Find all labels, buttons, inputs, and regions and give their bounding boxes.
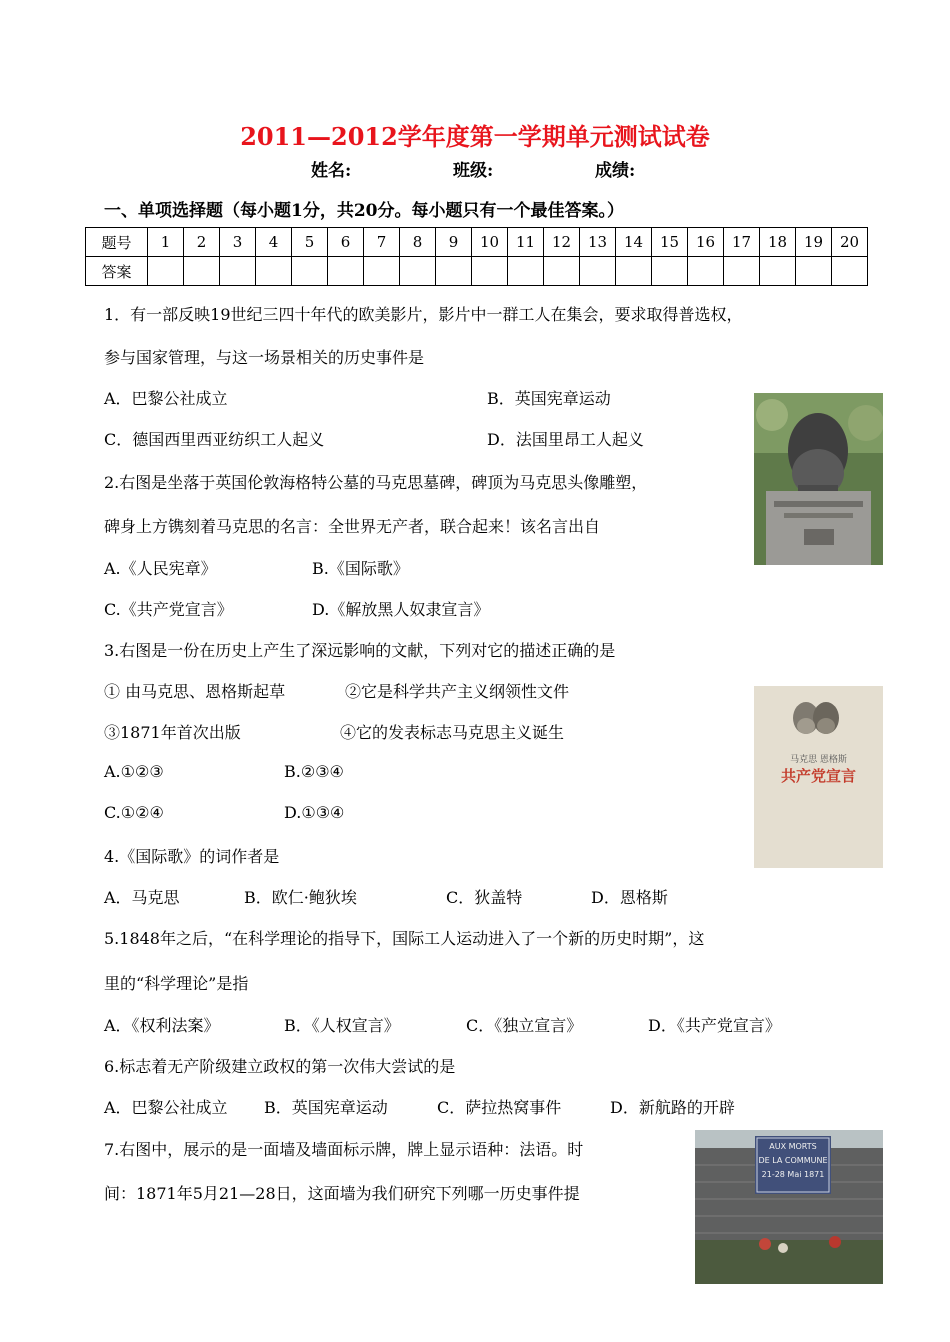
question-number-cell: 17 <box>724 228 760 257</box>
wall-plaque-line1: AUX MORTS <box>769 1142 817 1151</box>
answer-cell[interactable] <box>724 257 760 286</box>
wall-plaque-line2: DE LA COMMUNE <box>758 1156 828 1165</box>
q5-option-a: A．《权利法案》 <box>104 1016 220 1035</box>
question-number-cell: 14 <box>616 228 652 257</box>
answer-cell[interactable] <box>220 257 256 286</box>
question-number-cell: 11 <box>508 228 544 257</box>
question-number-cell: 1 <box>148 228 184 257</box>
q3-statement-2: ②它是科学共产主义纲领性文件 <box>345 682 570 701</box>
question-number-cell: 7 <box>364 228 400 257</box>
question-number-cell: 6 <box>328 228 364 257</box>
question-number-cell: 15 <box>652 228 688 257</box>
q5-option-c: C．《独立宣言》 <box>466 1016 583 1035</box>
q3-stem-line1: 3.右图是一份在历史上产生了深远影响的文献，下列对它的描述正确的是 <box>104 641 616 660</box>
answer-cell[interactable] <box>796 257 832 286</box>
manifesto-cover-photo <box>754 686 883 868</box>
page-title: 2011—2012学年度第一学期单元测试试卷 <box>240 122 710 151</box>
answer-cell[interactable] <box>508 257 544 286</box>
answer-cell[interactable] <box>364 257 400 286</box>
q2-stem-line2: 碑身上方镌刻着马克思的名言：全世界无产者，联合起来！该名言出自 <box>104 517 601 536</box>
question-number-cell: 9 <box>436 228 472 257</box>
q4-option-a: A．马克思 <box>104 888 180 907</box>
q3-option-d: D.①③④ <box>284 803 345 822</box>
q3-option-a: A.①②③ <box>104 762 164 781</box>
name-label: 姓名: <box>311 161 352 181</box>
q6-option-c: C．萨拉热窝事件 <box>437 1098 562 1117</box>
question-number-cell: 18 <box>760 228 796 257</box>
table-row-label: 答案 <box>86 257 148 286</box>
question-number-cell: 8 <box>400 228 436 257</box>
question-number-cell: 4 <box>256 228 292 257</box>
answer-cell[interactable] <box>580 257 616 286</box>
table-row <box>86 257 868 286</box>
q4-stem-line1: 4.《国际歌》的词作者是 <box>104 847 280 866</box>
question-number-cell: 19 <box>796 228 832 257</box>
score-label: 成绩: <box>595 161 636 181</box>
q4-option-b: B．欧仁·鲍狄埃 <box>244 888 357 907</box>
answer-cell[interactable] <box>436 257 472 286</box>
q2-option-d: D.《解放黑人奴隶宣言》 <box>312 600 490 619</box>
answer-cell[interactable] <box>832 257 868 286</box>
table-row-label: 题号 <box>86 228 148 257</box>
q1-stem-line2: 参与国家管理，与这一场景相关的历史事件是 <box>104 348 425 367</box>
q5-option-b: B．《人权宣言》 <box>284 1016 400 1035</box>
q1-stem-line1: 1．有一部反映19世纪三四十年代的欧美影片，影片中一群工人在集会，要求取得普选权， <box>104 305 743 324</box>
answer-cell[interactable] <box>328 257 364 286</box>
q5-option-d: D．《共产党宣言》 <box>648 1016 781 1035</box>
q4-option-c: C．狄盖特 <box>446 888 523 907</box>
q7-stem-line2: 间：1871年5月21—28日，这面墙为我们研究下列哪一历史事件提 <box>104 1184 580 1203</box>
q3-option-c: C.①②④ <box>104 803 164 822</box>
table-row <box>86 228 868 257</box>
question-number-cell: 10 <box>472 228 508 257</box>
answer-table <box>85 227 868 286</box>
question-number-cell: 20 <box>832 228 868 257</box>
question-number-cell: 13 <box>580 228 616 257</box>
communards-wall-image <box>695 1130 883 1284</box>
q7-stem-line1: 7.右图中，展示的是一面墙及墙面标示牌，牌上显示语种：法语。时 <box>104 1140 584 1159</box>
section-heading: 一、单项选择题（每小题1分，共20分。每小题只有一个最佳答案。） <box>104 201 624 221</box>
question-number-cell: 12 <box>544 228 580 257</box>
manifesto-title: 共产党宣言 <box>780 767 856 785</box>
q2-option-b: B.《国际歌》 <box>312 559 409 578</box>
answer-cell[interactable] <box>256 257 292 286</box>
answer-cell[interactable] <box>760 257 796 286</box>
q3-statement-4: ④它的发表标志马克思主义诞生 <box>340 723 565 742</box>
answer-cell[interactable] <box>400 257 436 286</box>
q6-stem-line1: 6.标志着无产阶级建立政权的第一次伟大尝试的是 <box>104 1057 456 1076</box>
answer-cell[interactable] <box>292 257 328 286</box>
q1-option-b: B．英国宪章运动 <box>487 389 611 408</box>
q6-option-d: D．新航路的开辟 <box>610 1098 735 1117</box>
q1-option-d: D．法国里昂工人起义 <box>487 430 644 449</box>
question-number-cell: 16 <box>688 228 724 257</box>
answer-cell[interactable] <box>616 257 652 286</box>
answer-cell[interactable] <box>544 257 580 286</box>
class-label: 班级: <box>453 161 494 181</box>
answer-cell[interactable] <box>184 257 220 286</box>
q1-option-c: C．德国西里西亚纺织工人起义 <box>104 430 325 449</box>
q6-option-b: B．英国宪章运动 <box>264 1098 388 1117</box>
q2-stem-line1: 2.右图是坐落于英国伦敦海格特公墓的马克思墓碑，碑顶为马克思头像雕塑， <box>104 473 648 492</box>
q3-option-b: B.②③④ <box>284 762 344 781</box>
q5-stem-line2: 里的“科学理论”是指 <box>104 974 249 993</box>
q3-statement-1: ① 由马克思、恩格斯起草 <box>104 682 286 701</box>
question-number-cell: 3 <box>220 228 256 257</box>
marx-tomb-photo <box>754 393 883 565</box>
answer-cell[interactable] <box>472 257 508 286</box>
question-number-cell: 2 <box>184 228 220 257</box>
question-number-cell: 5 <box>292 228 328 257</box>
communards-wall-photo <box>695 1130 883 1284</box>
q4-option-d: D．恩格斯 <box>591 888 668 907</box>
q6-option-a: A．巴黎公社成立 <box>104 1098 228 1117</box>
q2-option-a: A.《人民宪章》 <box>104 559 217 578</box>
answer-cell[interactable] <box>652 257 688 286</box>
q1-option-a: A．巴黎公社成立 <box>104 389 228 408</box>
manifesto-authors: 马克思 恩格斯 <box>790 755 847 765</box>
answer-cell[interactable] <box>688 257 724 286</box>
marx-tomb-image <box>754 393 883 565</box>
q5-stem-line1: 5.1848年之后，“在科学理论的指导下，国际工人运动进入了一个新的历史时期”，这 <box>104 929 705 948</box>
wall-plaque-line3: 21-28 Mai 1871 <box>761 1170 825 1179</box>
answer-cell[interactable] <box>148 257 184 286</box>
q3-statement-3: ③1871年首次出版 <box>104 723 241 742</box>
q2-option-c: C.《共产党宣言》 <box>104 600 233 619</box>
